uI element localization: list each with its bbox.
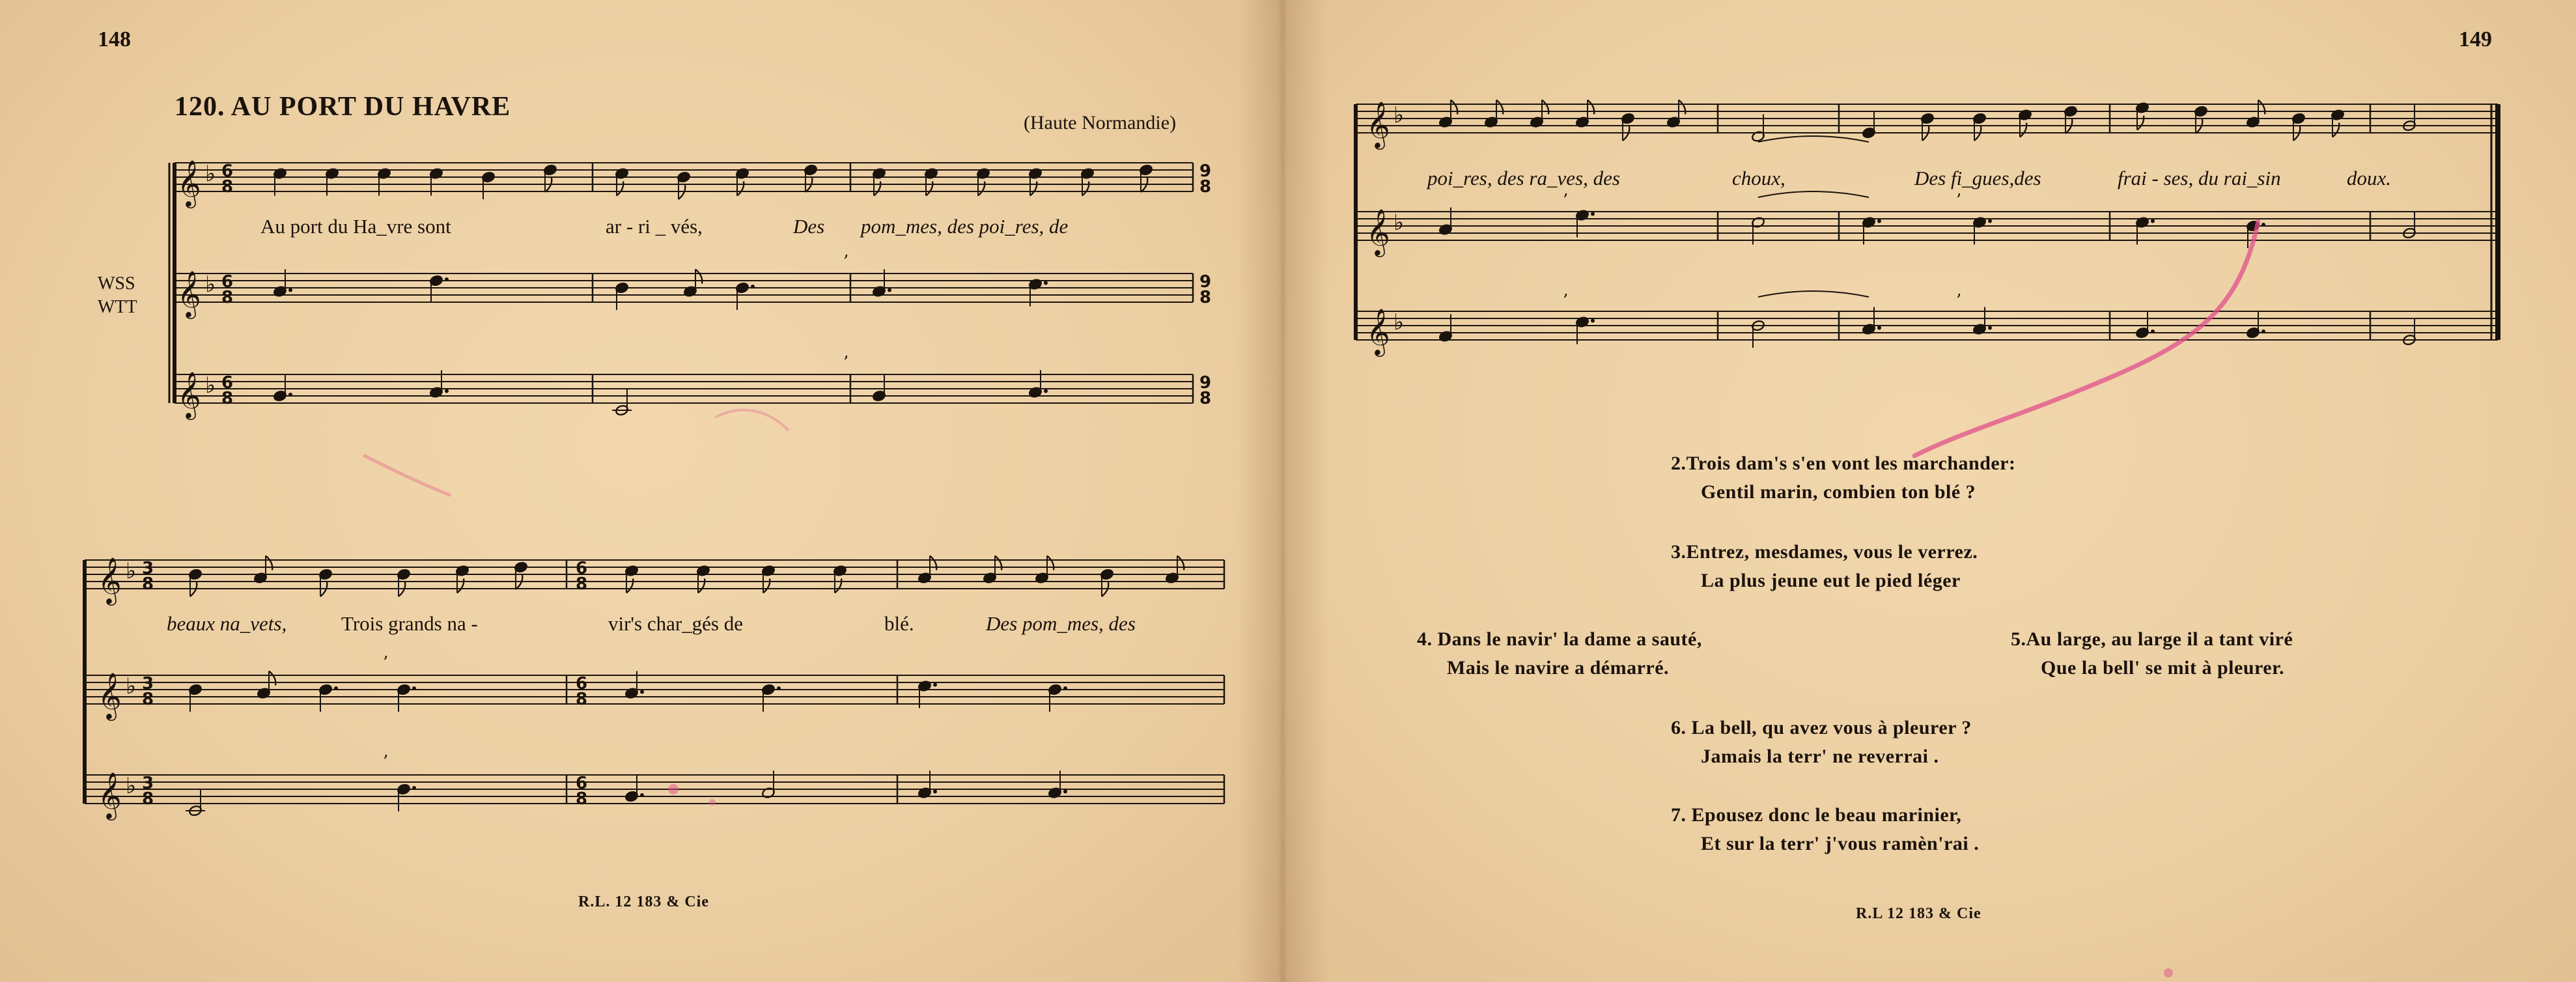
lyric-s2-4: blé.	[884, 612, 914, 635]
note-flag	[457, 579, 464, 593]
lyric-s2-2: Trois grands na -	[341, 612, 478, 635]
key-flat: ♭	[205, 272, 216, 298]
time-signature-bottom: 8	[576, 690, 588, 709]
tie	[1758, 191, 1869, 197]
note-dot	[2261, 223, 2265, 227]
footer-left: R.L. 12 183 & Cie	[578, 893, 709, 910]
note-flag	[695, 270, 702, 284]
time-signature-top: 6	[221, 373, 234, 393]
verse-5-line-2: Que la bell' se mit à pleurer.	[2041, 657, 2285, 679]
key-flat: ♭	[126, 558, 137, 584]
note-dot	[1044, 389, 1048, 393]
key-flat: ♭	[205, 161, 216, 187]
treble-clef: 𝄞	[177, 371, 201, 418]
lyric-s2-5: Des pom_mes, des	[986, 612, 1136, 635]
lyric-s2-3: vir's char_gés de	[608, 612, 744, 635]
treble-clef: 𝄞	[98, 671, 122, 719]
note-dot	[288, 288, 292, 292]
treble-clef: 𝄞	[98, 556, 122, 604]
lyric-s1-1: Au port du Ha_vre sont	[260, 215, 451, 238]
note-dot	[288, 393, 292, 397]
breath-mark: ’	[843, 353, 849, 372]
verse-7-line-2: Et sur la terr' j'vous ramèn'rai .	[1701, 833, 1980, 854]
verse-2	[1671, 449, 2016, 507]
note-dot	[1063, 686, 1067, 690]
note-flag	[269, 671, 275, 686]
breath-mark: ’	[1956, 191, 1962, 210]
verse-3-line-2: La plus jeune eut le pied léger	[1701, 570, 1961, 591]
time-signature-bottom: 8	[221, 389, 234, 408]
note-dot	[888, 288, 891, 292]
lyric-s3-3: Des fi_gues,des	[1914, 167, 2041, 189]
time-signature-bottom: 8	[576, 789, 588, 809]
note-flag	[1588, 100, 1594, 115]
key-flat: ♭	[1393, 309, 1405, 335]
note-dot	[2151, 330, 2155, 333]
time-signature-top: 9	[1199, 161, 1212, 181]
note-flag	[698, 579, 705, 593]
tie	[1758, 291, 1869, 297]
time-signature-top: 9	[1199, 373, 1212, 393]
note-flag	[2020, 123, 2026, 137]
verse-4	[1417, 625, 1702, 682]
lyric-s1-4: pom_mes, des poi_res, de	[861, 215, 1069, 238]
verse-6-line-2: Jamais la terr' ne reverrai .	[1701, 746, 1939, 767]
note-flag	[835, 579, 841, 593]
tie	[1758, 136, 1869, 142]
note-flag	[617, 182, 623, 196]
time-signature-top: 6	[576, 674, 588, 694]
note-flag	[1451, 100, 1457, 115]
treble-clef: 𝄞	[1366, 100, 1390, 148]
time-signature-bottom: 8	[221, 288, 234, 307]
note-flag	[1047, 556, 1054, 570]
verse-2-line-1: 2.Trois dam's s'en vont les marchander:	[1671, 453, 2016, 474]
treble-clef: 𝄞	[177, 159, 201, 206]
note-flag	[763, 579, 770, 593]
note-flag	[1496, 100, 1503, 115]
note-dot	[933, 790, 937, 794]
verse-4-line-2: Mais le navire a démarré.	[1447, 657, 1670, 679]
time-signature-bottom: 8	[1199, 389, 1212, 408]
time-signature-bottom: 8	[142, 574, 154, 594]
time-signature-bottom: 8	[1199, 288, 1212, 307]
time-signature-top: 6	[221, 272, 234, 292]
note-flag	[930, 556, 936, 570]
time-signature-bottom: 8	[1199, 177, 1212, 197]
verse-4-line-1: 4. Dans le navir' la dame a sauté,	[1417, 628, 1702, 650]
time-signature-bottom: 8	[142, 789, 154, 809]
note-dot	[1591, 212, 1595, 216]
note-flag	[1082, 182, 1089, 196]
time-signature-top: 9	[1199, 272, 1212, 292]
note-flag	[1679, 100, 1685, 115]
lyric-s3-5: doux.	[2347, 167, 2392, 189]
lyric-s1-3: Des	[793, 215, 825, 238]
note-flag	[926, 182, 932, 196]
note-dot	[445, 389, 449, 393]
time-signature-top: 6	[576, 774, 588, 793]
key-flat: ♭	[1393, 102, 1405, 128]
time-signature-top: 3	[142, 559, 154, 578]
page-number-right: 149	[2459, 27, 2492, 51]
verse-5	[2011, 625, 2293, 682]
note-dot	[412, 786, 416, 790]
note-dot	[445, 277, 449, 281]
breath-mark: ’	[1956, 291, 1962, 311]
footer-right: R.L 12 183 & Cie	[1856, 905, 1981, 922]
note-dot	[334, 686, 338, 690]
breath-mark: ’	[1563, 291, 1569, 311]
time-signature-top: 6	[221, 161, 234, 181]
verse-3-line-1: 3.Entrez, mesdames, vous le verrez.	[1671, 541, 1978, 563]
note-dot	[751, 285, 755, 288]
key-flat: ♭	[126, 673, 137, 699]
verse-5-line-1: 5.Au large, au large il a tant viré	[2011, 628, 2293, 650]
note-dot	[777, 686, 781, 690]
breath-mark: ’	[383, 752, 389, 772]
time-signature-top: 3	[142, 674, 154, 694]
page-number-left: 148	[98, 27, 131, 51]
treble-clef: 𝄞	[1366, 208, 1390, 255]
time-signature-top: 6	[576, 559, 588, 578]
time-signature-top: 3	[142, 774, 154, 793]
note-dot	[640, 793, 644, 797]
note-dot	[1988, 326, 1992, 330]
key-flat: ♭	[126, 773, 137, 799]
note-flag	[1030, 182, 1037, 196]
lyric-s3-4: frai - ses, du rai_sin	[2118, 167, 2281, 189]
note-dot	[1988, 219, 1992, 223]
note-flag	[1542, 100, 1548, 115]
voice-label-wtt: WTT	[98, 297, 137, 317]
note-flag	[874, 182, 880, 196]
note-dot	[2261, 330, 2265, 333]
note-dot	[1877, 326, 1881, 330]
time-signature-bottom: 8	[221, 177, 234, 197]
treble-clef: 𝄞	[1366, 307, 1390, 355]
note-flag	[1177, 556, 1184, 570]
note-flag	[2332, 123, 2339, 137]
note-dot	[640, 690, 644, 694]
note-flag	[978, 182, 985, 196]
breath-mark: ’	[843, 252, 849, 272]
verse-2-line-2: Gentil marin, combien ton blé ?	[1701, 481, 1976, 503]
lyric-s2-1: beaux na_vets,	[167, 612, 287, 635]
verse-7-line-1: 7. Epousez donc le beau marinier,	[1671, 804, 1962, 826]
note-flag	[626, 579, 633, 593]
note-flag	[737, 182, 744, 196]
note-dot	[1063, 790, 1067, 794]
key-flat: ♭	[205, 372, 216, 399]
note-flag	[995, 556, 1001, 570]
note-dot	[1591, 319, 1595, 323]
note-dot	[412, 686, 416, 690]
note-dot	[933, 683, 937, 687]
breath-mark: ’	[1563, 191, 1569, 210]
note-flag	[266, 556, 272, 570]
treble-clef: 𝄞	[177, 270, 201, 317]
lyric-s3-2: choux,	[1732, 167, 1785, 189]
note-dot	[1044, 281, 1048, 285]
voice-label-wss: WSS	[98, 274, 135, 294]
breath-mark: ’	[383, 653, 389, 673]
note-flag	[2137, 116, 2144, 130]
key-flat: ♭	[1393, 210, 1405, 236]
song-region: (Haute Normandie)	[1024, 112, 1177, 133]
time-signature-bottom: 8	[576, 574, 588, 594]
verse-6-line-1: 6. La bell, qu avez vous à pleurer ?	[1671, 717, 1972, 738]
verse-6	[1671, 714, 1972, 771]
song-title: 120. AU PORT DU HAVRE	[175, 92, 511, 122]
lyric-s1-2: ar - ri _ vés,	[606, 215, 703, 238]
verse-3	[1671, 538, 1978, 595]
note-dot	[2151, 219, 2155, 223]
time-signature-bottom: 8	[142, 690, 154, 709]
verse-7	[1671, 801, 1979, 858]
lyric-s3-1: poi_res, des ra_ves, des	[1427, 167, 1620, 189]
treble-clef: 𝄞	[98, 771, 122, 819]
note-flag	[2258, 100, 2265, 115]
note-dot	[1877, 219, 1881, 223]
